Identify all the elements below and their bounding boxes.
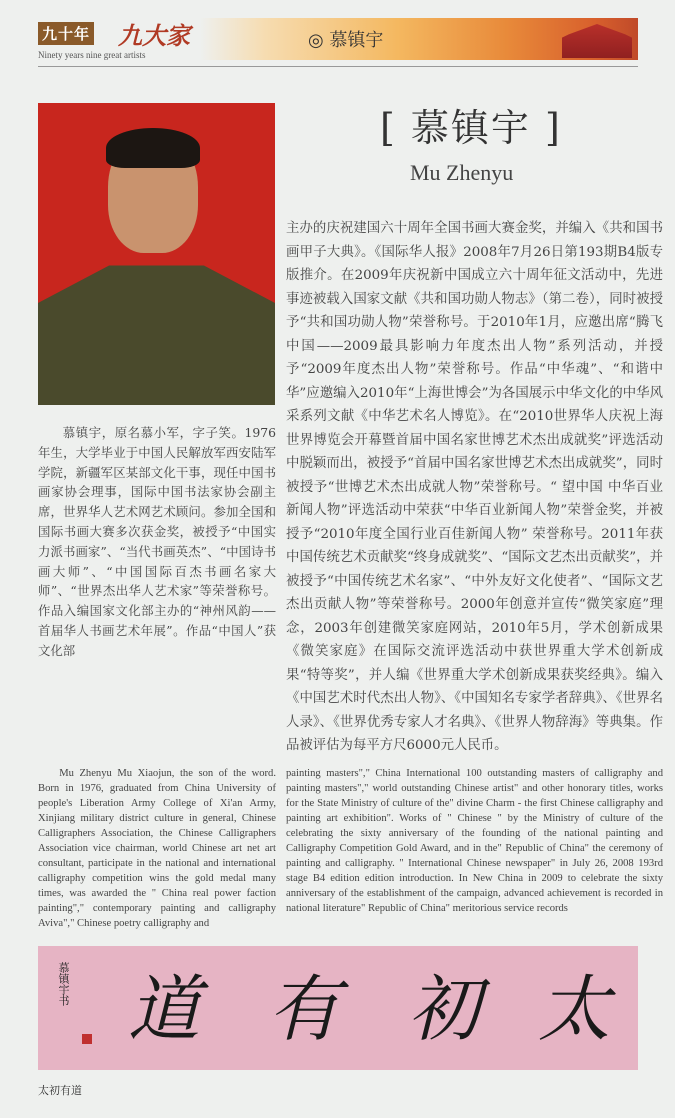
series-logo-english: Ninety years nine great artists: [38, 50, 146, 60]
artist-signature: 慕镇宇书: [57, 961, 70, 1006]
english-bio-right: painting masters"," China International 100 outstanding masters of calligraphy and painting masters"," world outstanding Chinese artist" and other honorary titles, works for the State Ministry of culture of the" divine Charm - the first Chinese calligraphy and painting art exhibition". Works of " Chinese " by the Ministry of culture of the celebrating the sixty anniversary of the founding of the national painting and Calligraphy Competition Gold Award, and in the" Republic of China" the ceremony of painting and calligraphy. " International Chinese newspaper" in July 26, 2008 193rd stage B4 edition edition introduction. In New China in 2009 to celebrate the sixty anniversary of the establishment of the campaign, advanced achievement is recorded in national literature" Republic of China" meritorious service records: [286, 767, 663, 915]
article-body: [38, 103, 663, 932]
page-header: [0, 0, 675, 68]
artwork-caption: 太初有道: [38, 1083, 82, 1097]
seal-stamp: [82, 1034, 92, 1044]
uniform: [38, 258, 275, 405]
hair: [106, 128, 200, 168]
english-bio-left: Mu Zhenyu Mu Xiaojun, the son of the word. Born in 1976, graduated from China University of people's Liberation Army College of Xi'an Army, Xinjiang military district culture in general, Chinese Calligraphers Association, the Chinese Calligraphers Association vice chairman, world Chinese art net art consultant, participate in the national and international calligraphy competition wins the gold medal many times, was awarded the " China real power faction painting"," contemporary painting and calligraphy Aviva"," Chinese poetry calligraphy and: [38, 767, 276, 930]
right-column-top: [286, 103, 663, 758]
chinese-bio-left: 慕镇宇，原名慕小军，字子笑。1976年生，大学毕业于中国人民解放军西安陆军学院，新疆军区某部文化干事，现任中国书画家协会理事，国际中国书法家协会副主席，世界华人艺术网艺术顾问。参加全国和国际书画大赛多次获金奖，被授予“中国实力派书画家”、“当代书画英杰”、“中国诗书画大师”、“中国国际百杰书画名家大师”、“世界杰出华人艺术家”等荣誉称号。作品入编国家文化部主办的“神州风韵——首届华人书画艺术年展”。作品“中国人”获文化部: [38, 425, 276, 658]
left-column-top: [38, 103, 276, 661]
calligraphy-char: 太: [538, 966, 611, 1051]
calligraphy-char: 有: [268, 966, 341, 1051]
series-logo-box: 九十年: [38, 22, 94, 45]
article-title: [ 慕镇宇 ]: [380, 106, 562, 150]
section-title: ◎ 慕镇宇: [308, 30, 384, 51]
calligraphy-char: 道: [128, 966, 201, 1051]
calligraphy-artwork: [38, 946, 638, 1070]
artist-portrait-photo: [38, 103, 275, 405]
series-logo-script: 九大家: [118, 21, 190, 50]
chinese-bio-right: 主办的庆祝建国六十周年全国书画大赛金奖，并编入《共和国书画甲子大典》。《国际华人报》2008年7月26日第193期B4版专版推介。在2009年庆祝新中国成立六十周年征文活动中，先进事迹被载入国家文献《共和国功勋人物志》（第二卷），同时被授予“共和国功勋人物”荣誉称号。于2010年1月，应邀出席“腾飞中国——2009最具影响力年度杰出人物”系列活动，并授予“2009年度杰出人物”荣誉称号。作品“中华魂”、“和谐中华”应邀编入2010年“上海世博会”为各国展示中华文化的中华风采系列文献《中华艺术名人博览》。在“2010世界华人庆祝上海世界博览会开幕暨首届中国名家世博艺术杰出成就奖”评选活动中脱颖而出，被授予“首届中国名家世博艺术杰出成就奖”，同时被授予“世博艺术杰出成就人物”荣誉称号。“ 望中国 中华百业新闻人物”评选活动中荣获“中华百业新闻人物”荣誉金奖，并被授予“2010年度全国行业百佳新闻人物” 荣誉称号。2011年获中国传统艺术贡献奖“终身成就奖”、“国际文艺杰出贡献奖”，并被授予“中国传统艺术名家”、“中外友好文化使者”、“国际文艺杰出贡献人物”等荣誉称号。2000年创意并宣传“微笑家庭”理念，2003年创建微笑家庭网站，2010年5月，学术创新成果《微笑家庭》在国际交流评选活动中获世界重大学术创新成果“特等奖”，并人编《世界重大学术创新成果获奖经典》。编入《中国艺术时代杰出人物》、《中国知名专家学者辞典》、《世界名人录》、《世界优秀专家人才名典》、《世界人物辞海》等典集。作品被评估为每平方尺6000元人民币。: [286, 221, 663, 753]
header-divider: [38, 66, 638, 67]
calligraphy-char: 初: [408, 966, 481, 1051]
article-subtitle: Mu Zhenyu: [410, 160, 514, 185]
tiananmen-gate-image: [562, 24, 632, 58]
header-banner: [200, 18, 638, 60]
